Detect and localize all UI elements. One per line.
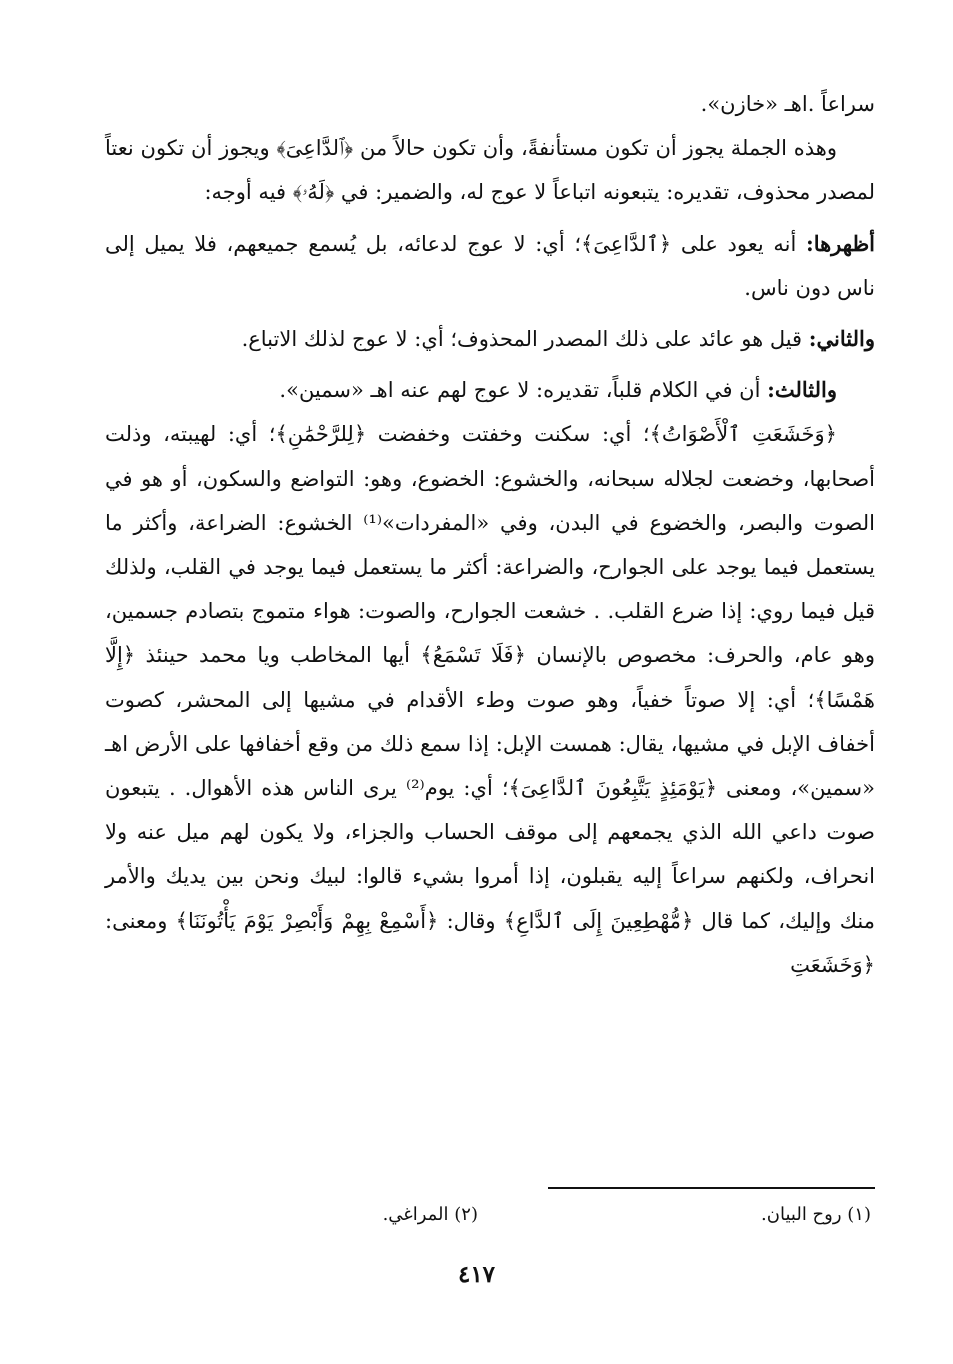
- heading-third-view: والثالث:: [767, 377, 837, 403]
- text-third-view: أن في الكلام قلباً، تقديره: لا عوج لهم عنه اهـ «سمين».: [279, 378, 768, 403]
- heading-second-view: والثاني:: [808, 326, 875, 352]
- paragraph-continuation: سراعاً .اهـ «خازن».: [700, 92, 875, 116]
- main-text: [105, 82, 875, 987]
- paragraph-second-view: [105, 317, 875, 361]
- page-number: ٤١٧: [457, 1261, 496, 1288]
- text-first-view: أنه يعود على ﴿ٱلدَّاعِىَ﴾؛ أي: لا عوج لدعائه، بل يُسمع جميعهم، فلا يميل إلى ناس دون ناس.: [105, 231, 875, 300]
- heading-first-view: أظهرها:: [805, 230, 875, 256]
- footnote-2: (٢) المراغي.: [382, 1204, 478, 1225]
- footnote-1: (١) روح البيان.: [761, 1204, 871, 1225]
- paragraph-syntax: وهذه الجملة يجوز أن تكون مستأنفةً، وأن تكون حالاً من ﴿ٱلدَّاعِىَ﴾ ويجوز أن تكون نعتاً لمصدر محذوف، تقديره: يتبعونه اتباعاً لا عوج له، والضمير: في ﴿لَهُۥ﴾ فيه أوجه:: [105, 136, 875, 205]
- paragraph-third-view: [105, 368, 875, 412]
- paragraph-commentary: ﴿وَخَشَعَتِ ٱلْأَصْوَاتُ﴾؛ أي: سكنت وخفتت وخفضت ﴿لِلرَّحْمَٰنِ﴾؛ أي: لهيبته، وذلت أصحابها، وخضعت لجلاله سبحانه، والخشوع: الخضوع، وهو: التواضع والسكون، أو هو في الصوت والبصر، والخضوع في البدن، وفي «المفردات»⁽¹⁾ الخشوع: الضراعة، وأكثر ما يستعمل فيما يوجد على الجوارح، والضراعة: أكثر ما يستعمل فيما يوجد في القلب، ولذلك قيل فيما روي: إذا ضرع القلب. . خشعت الجوارح، والصوت: هواء متموج بتصادم جسمين، وهو عام، والحرف: مخصوص بالإنسان ﴿فَلَا تَسْمَعُ﴾ أيها المخاطب ويا محمد حينئذ ﴿إِلَّا هَمْسًا﴾؛ أي: إلا صوتاً خفياً، وهو صوت وطء الأقدام في مشيها إلى المحشر، كصوت أخفاف الإبل في مشيها، يقال: همست الإبل: إذا سمع ذلك من وقع أخفافها على الأرض اهـ «سمين»، ومعنى ﴿يَوْمَئِذٍ يَتَّبِعُونَ ٱلدَّاعِىَ﴾؛ أي: يوم⁽²⁾ يرى الناس هذه الأهوال. . يتبعون صوت داعي الله الذي يجمعهم إلى موقف الحساب والجزاء، ولا يكون لهم ميل عنه ولا انحراف، ولكنهم سراعاً إليه يقبلون، إذا أمروا بشيء قالوا: لبيك ونحن بين يديك والأمر منك وإليك، كما قال ﴿مُّهْطِعِينَ إِلَى ٱلدَّاعِ﴾ وقال: ﴿أَسْمِعْ بِهِمْ وَأَبْصِرْ يَوْمَ يَأْتُونَنَا﴾ ومعنى: ﴿وَخَشَعَتِ: [105, 422, 875, 977]
- footnote-separator: [548, 1187, 875, 1189]
- text-second-view: قيل هو عائد على ذلك المصدر المحذوف؛ أي: لا عوج لذلك الاتباع.: [241, 327, 809, 352]
- paragraph-first-view: [105, 222, 875, 310]
